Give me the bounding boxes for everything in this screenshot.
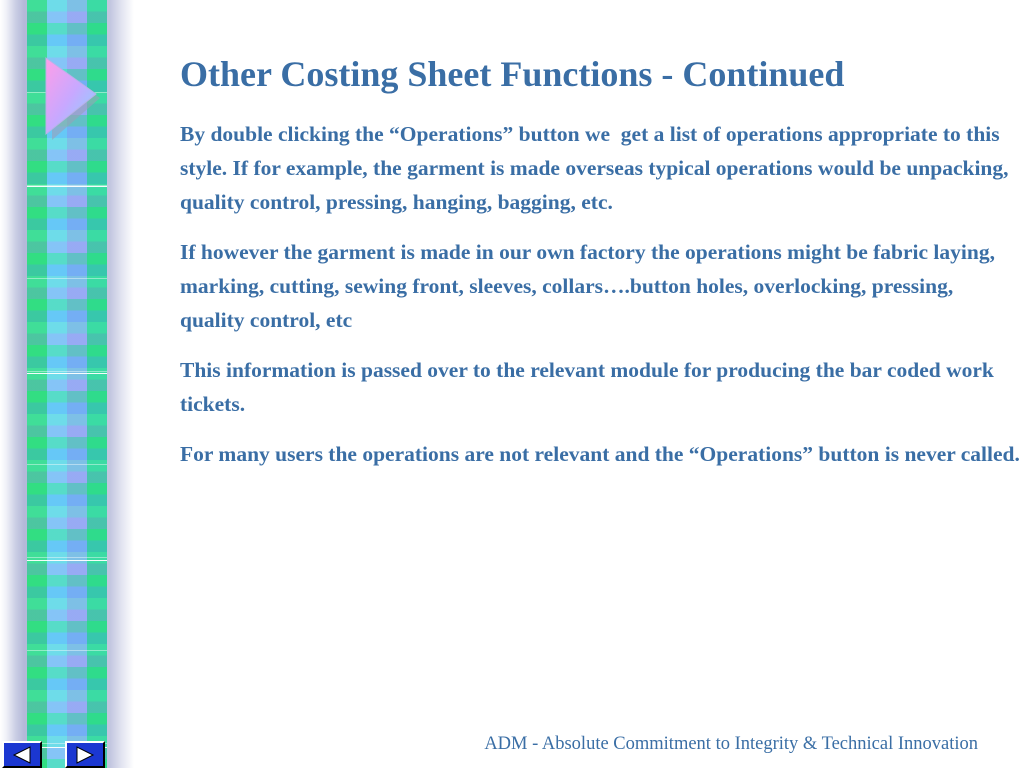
paragraph-work-tickets: This information is passed over to the relevant module for producing the bar coded work tickets. <box>180 358 994 416</box>
paragraph-operations-list: By double clicking the “Operations” button we get a list of operations appropriate to this style. If for example, the garment is made overseas typical operations would be unpacking, quality control, pressing, hanging, bagging, etc. <box>180 122 1009 214</box>
triangle-left-icon <box>12 746 32 764</box>
paragraph-not-relevant: For many users the operations are not relevant and the “Operations” button is never called. <box>180 442 1020 466</box>
slide-title: Other Costing Sheet Functions - Continued <box>180 54 845 94</box>
slide-footer: ADM - Absolute Commitment to Integrity & Technical Innovation <box>484 734 978 754</box>
next-slide-button[interactable] <box>65 741 105 768</box>
previous-slide-button[interactable] <box>2 741 42 768</box>
triangle-right-icon <box>75 746 95 764</box>
decorative-triangle-icon <box>38 56 108 146</box>
slide-body <box>180 117 1020 487</box>
paragraph-own-factory: If however the garment is made in our own factory the operations might be fabric laying, marking, cutting, sewing front, sleeves, collars….button holes, overlocking, pressing, quality control, etc <box>180 240 995 332</box>
